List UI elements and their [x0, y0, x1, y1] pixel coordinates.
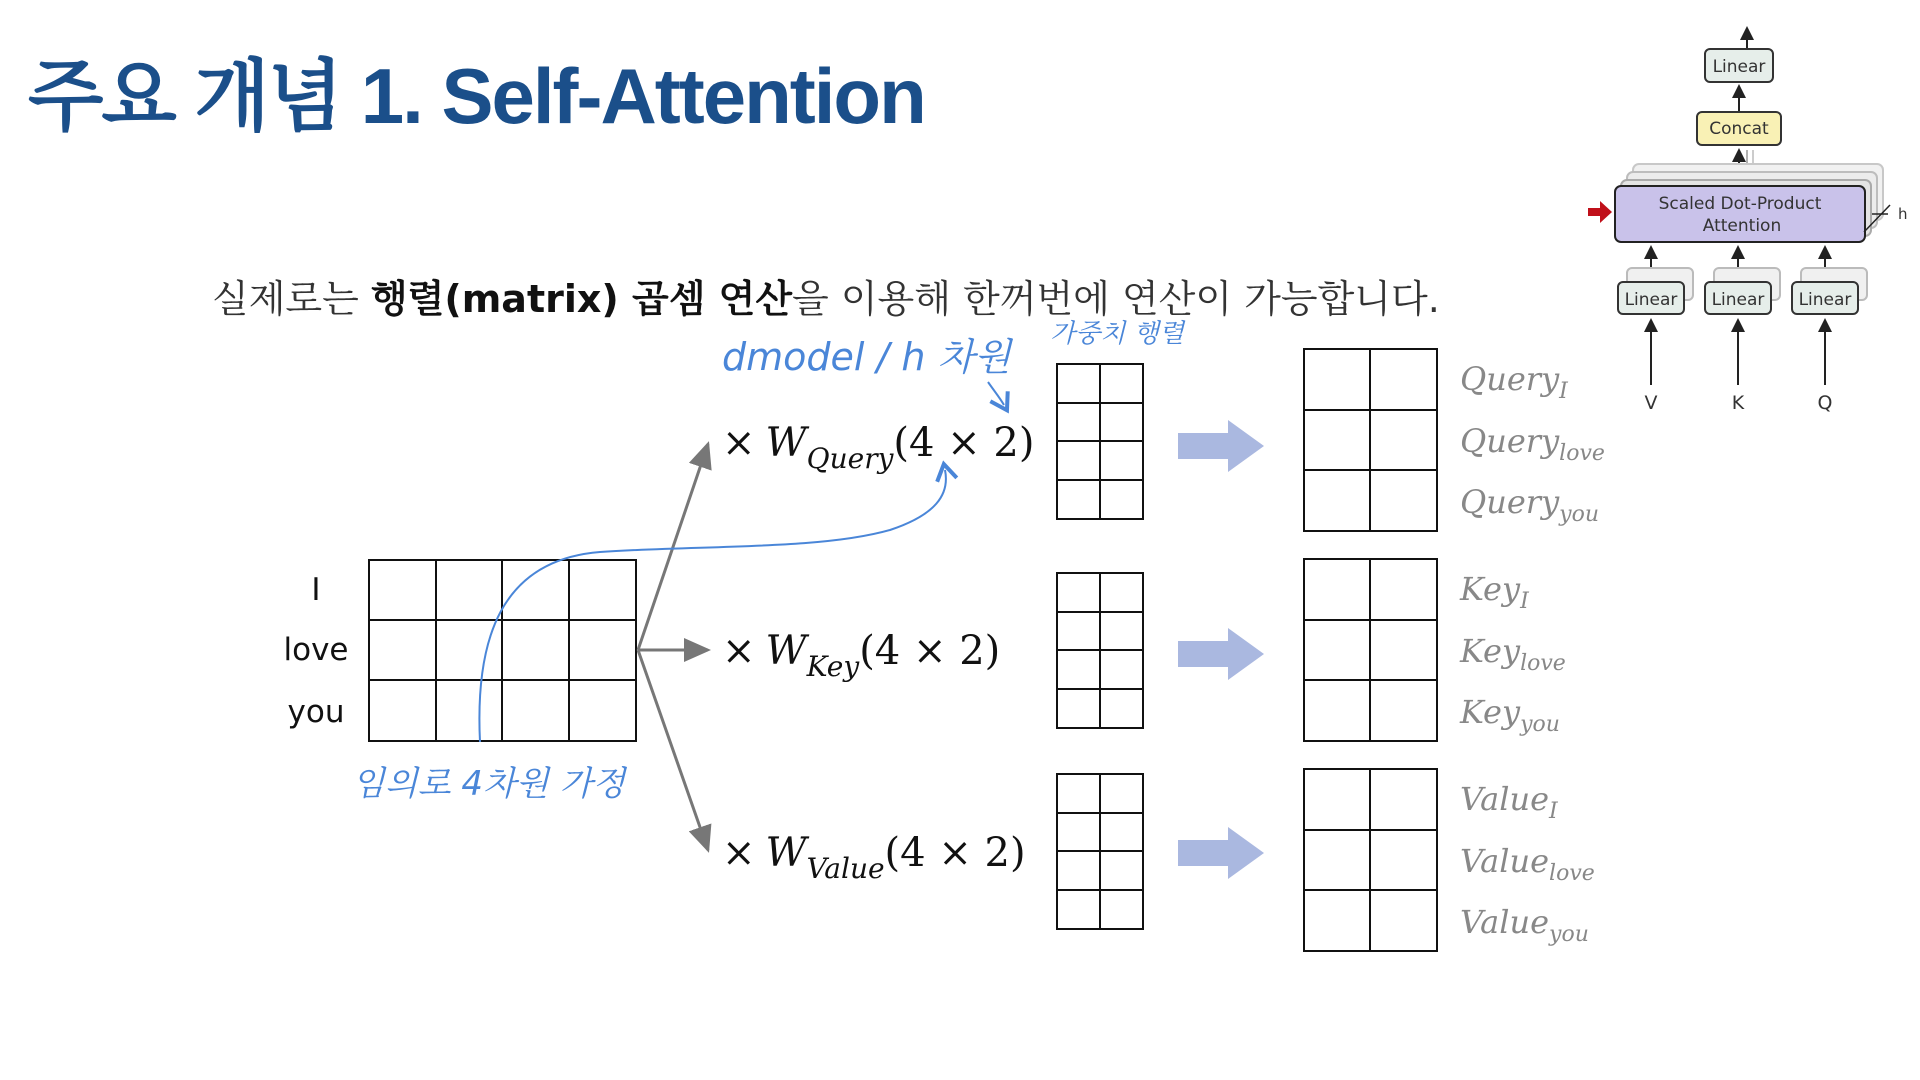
arrow-query	[1178, 420, 1264, 472]
mha-linear-top: Linear	[1712, 57, 1766, 77]
weight-value-label: × $W_{Value}(4 \times 2)$	[722, 830, 1026, 885]
weight-query-label: × $W_{Query}(4 \times 2)$	[722, 420, 1035, 475]
annotation-dmodel: dmodel / h 차원	[722, 335, 1011, 379]
arrow-value	[1178, 827, 1264, 879]
page-title: 주요 개념 1. Self-Attention	[28, 52, 925, 140]
weight-matrix-query	[1057, 364, 1143, 519]
subtitle-part-2: 을 이용해 한꺼번에 연산이 가능합니다.	[792, 277, 1440, 321]
mha-sdpa-line1: Scaled Dot-Product	[1658, 194, 1822, 214]
mha-h-label: h	[1898, 205, 1908, 223]
out-query-love: Query$_{love}$	[1460, 422, 1605, 466]
multi-head-attention-diagram	[1588, 28, 1908, 414]
out-query-i: Query$_I$	[1460, 360, 1568, 404]
out-value-you: Value$_{you}$	[1460, 903, 1589, 947]
weight-matrix-value	[1057, 774, 1143, 929]
mha-sdpa-line2: Attention	[1702, 216, 1782, 236]
mha-red-arrow	[1588, 201, 1612, 223]
mha-input-v: V	[1644, 392, 1658, 414]
out-value-love: Value$_{love}$	[1460, 842, 1595, 886]
annotation-small-arrow	[988, 382, 1004, 405]
output-matrix-key	[1304, 559, 1437, 741]
arrow-key	[1178, 628, 1264, 680]
annotation-curve	[479, 470, 946, 742]
mha-concat: Concat	[1709, 119, 1769, 139]
out-key-you: Key$_{you}$	[1460, 693, 1560, 737]
weight-matrix-key	[1057, 573, 1143, 728]
word-i: I	[311, 572, 321, 608]
word-love: love	[283, 632, 349, 668]
weight-key-label: × $W_{Key}(4 \times 2)$	[722, 628, 1001, 683]
annotation-weight-matrix: 가중치 행렬	[1050, 319, 1184, 349]
subtitle-bold: 행렬(matrix) 곱셈 연산	[370, 277, 793, 321]
input-matrix	[369, 560, 636, 741]
mha-input-q: Q	[1817, 392, 1833, 414]
mha-linear-k: Linear	[1711, 290, 1765, 310]
output-matrix-query	[1304, 349, 1437, 531]
mha-input-k: K	[1731, 392, 1745, 414]
mha-linear-v: Linear	[1624, 290, 1678, 310]
subtitle-part-1: 실제로는	[212, 277, 371, 321]
out-value-i: Value$_I$	[1460, 780, 1558, 824]
branch-arrows	[638, 444, 708, 850]
out-key-i: Key$_I$	[1460, 570, 1529, 614]
word-you: you	[287, 694, 345, 730]
mha-linear-q: Linear	[1798, 290, 1852, 310]
output-matrix-value	[1304, 769, 1437, 951]
out-query-you: Query$_{you}$	[1460, 483, 1599, 527]
annotation-assume: 임의로 4차원 가정	[352, 764, 626, 804]
out-key-love: Key$_{love}$	[1460, 632, 1566, 676]
